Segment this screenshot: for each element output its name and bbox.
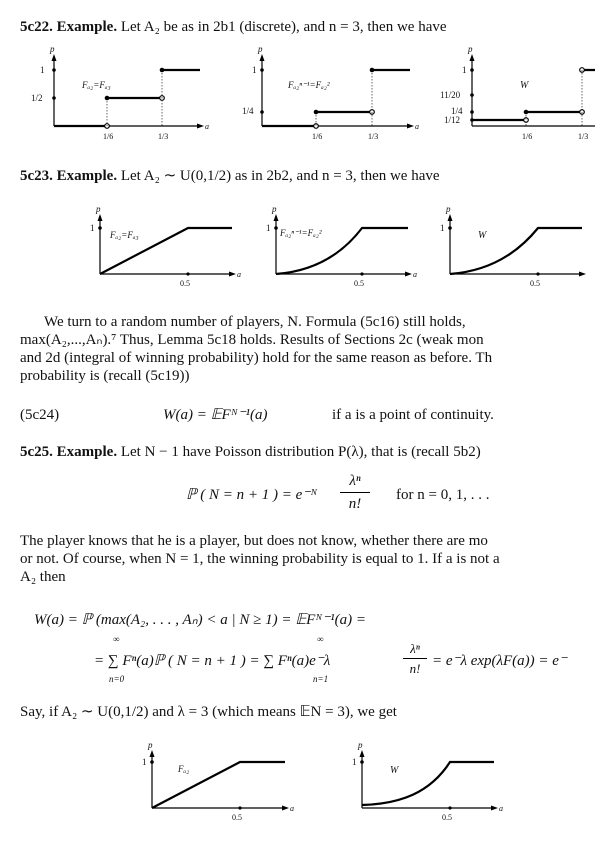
plot-label: Fₐ₂=Fₐ₃ [110, 230, 139, 240]
para1-line3: and 2d (integral of winning probability) hold for the same reason as before. Th [20, 350, 493, 366]
axis-a-label: a [499, 804, 503, 813]
plot-fa2-poisson [142, 740, 294, 822]
fraction-bar [403, 658, 427, 659]
example-5c22-line [20, 18, 447, 36]
example-label: 5c25. [20, 444, 53, 460]
axis-p-label: p [258, 44, 263, 54]
sum2-bottom: n=1 [313, 674, 329, 684]
plot-label: Fₐ₂=Fₐ₃ [82, 80, 111, 90]
xtick-1-6: 1/6 [103, 132, 114, 141]
plot-label: Fₐ₂ⁿ⁻¹=Fₐ₂² [288, 80, 330, 90]
axis-a-label: a [290, 804, 294, 813]
poisson-frac-num: λⁿ [349, 473, 361, 489]
plot-label: W [390, 765, 399, 776]
plot-label: W [478, 230, 487, 241]
axis-p-label: p [148, 740, 153, 750]
equation-5c24: W(a) = 𝔼Fᴺ⁻¹(a) [163, 407, 268, 423]
ytick-1: 1 [266, 223, 271, 233]
xtick-1-3: 1/3 [158, 132, 169, 141]
xtick-1-6: 1/6 [312, 132, 323, 141]
xtick-1-3: 1/3 [578, 132, 589, 141]
xtick-half: 0.5 [180, 279, 190, 288]
sum1-top: ∞ [113, 634, 120, 644]
axis-p-label: p [446, 204, 451, 214]
para1-line2: max(A₂,...,Aₙ).⁷ Thus, Lemma 5c18 holds. Results of Sections 2c (weak mon [20, 332, 484, 348]
example-text: Let A₂ be as in 2b1 (discrete), and n = 3, then we have [120, 19, 447, 35]
plot-w-poisson [352, 740, 503, 822]
plot-label: Fₐ₂ⁿ⁻¹=Fₐ₂² [280, 228, 322, 238]
xtick-half: 0.5 [442, 813, 452, 822]
poisson-frac-den: n! [348, 496, 362, 512]
ytick-quarter: 1/4 [242, 106, 254, 116]
example-heading: Example. [56, 444, 118, 460]
xtick-half: 0.5 [232, 813, 242, 822]
example-heading: Example. [56, 168, 118, 184]
poisson-lhs: ℙ ( N = n + 1 ) = e⁻ᴺ [186, 487, 318, 503]
equation-tag: (5c24) [20, 407, 60, 423]
xtick-1-3: 1/3 [368, 132, 379, 141]
axis-a-label: a [413, 270, 417, 279]
para1-line4: probability is (recall (5c19)) [20, 368, 190, 384]
ytick-half: 1/2 [31, 93, 43, 103]
para1-line1: We turn to a random number of players, N. Formula (5c16) still holds, [44, 314, 466, 330]
example-label: 5c23. [20, 168, 53, 184]
ytick-11-20: 11/20 [440, 90, 461, 100]
example-heading: Example. [56, 19, 118, 35]
plot-w-uniform [440, 204, 586, 288]
axis-p-label: p [358, 740, 363, 750]
sum1-bottom: n=0 [109, 674, 125, 684]
plot-label: W [520, 80, 529, 91]
bigeq-frac-den: n! [409, 661, 421, 676]
y-axis-arrow [52, 54, 57, 61]
ytick-1-12: 1/12 [444, 115, 461, 125]
ytick-1: 1 [40, 65, 45, 75]
para3: Say, if A₂ ∼ U(0,1/2) and λ = 3 (which means 𝔼N = 3), we get [20, 704, 397, 720]
axis-a-label: a [205, 122, 209, 131]
plot-row-discrete [0, 40, 595, 150]
ytick-1: 1 [352, 757, 357, 767]
axis-p-label: p [50, 44, 55, 54]
plot-fa2-uniform [90, 204, 241, 288]
ytick-1: 1 [462, 65, 467, 75]
sum2-top: ∞ [317, 634, 324, 644]
example-5c23-line [20, 167, 440, 185]
bigeq-line2a: = ∑ Fⁿ(a)ℙ ( N = n + 1 ) = ∑ Fⁿ(a)e⁻λ [94, 653, 331, 669]
bigeq-line2b: = e⁻λ exp(λF(a)) = e⁻ [432, 653, 567, 669]
para2-line2: or not. Of course, when N = 1, the winning probability is equal to 1. If a is not a [20, 551, 500, 567]
bigeq-line1: W(a) = ℙ (max(A₂, . . . , Aₙ) < a | N ≥ 1) = 𝔼Fᴺ⁻¹(a) = [34, 612, 366, 628]
plot-w-discrete [440, 44, 595, 141]
ytick-1: 1 [142, 757, 147, 767]
fraction-bar [340, 492, 370, 493]
plot-label: Fₐ₂ [178, 764, 190, 774]
poisson-range: for n = 0, 1, . . . [396, 487, 490, 503]
plot-fa2-power-discrete [242, 44, 419, 141]
example-text: Let A₂ ∼ U(0,1/2) as in 2b2, and n = 3, then we have [120, 168, 440, 184]
example-label: 5c22. [20, 19, 53, 35]
example-text: Let N − 1 have Poisson distribution P(λ), that is (recall 5b2) [120, 444, 481, 460]
xtick-1-6: 1/6 [522, 132, 533, 141]
axis-a-label: a [415, 122, 419, 131]
plot-row-poisson [0, 738, 595, 833]
example-5c25-line [20, 443, 481, 461]
equation-condition: if a is a point of continuity. [332, 407, 494, 423]
ytick-1-4: 1/4 [451, 106, 463, 116]
xtick-half: 0.5 [530, 279, 540, 288]
xtick-half: 0.5 [354, 279, 364, 288]
para2-line3: A₂ then [20, 569, 66, 585]
ytick-1: 1 [90, 223, 95, 233]
para2-line1: The player knows that he is a player, but does not know, whether there are mo [20, 533, 488, 549]
axis-p-label: p [96, 204, 101, 214]
axis-a-label: a [237, 270, 241, 279]
ytick-1: 1 [252, 65, 257, 75]
axis-p-label: p [468, 44, 473, 54]
plot-fa2-power-uniform [266, 204, 417, 288]
x-axis-arrow [197, 124, 204, 129]
bigeq-frac-num: λⁿ [410, 641, 420, 656]
axis-p-label: p [272, 204, 277, 214]
ytick-1: 1 [440, 223, 445, 233]
plot-fa2-discrete [31, 44, 209, 141]
plot-row-uniform [0, 200, 595, 295]
